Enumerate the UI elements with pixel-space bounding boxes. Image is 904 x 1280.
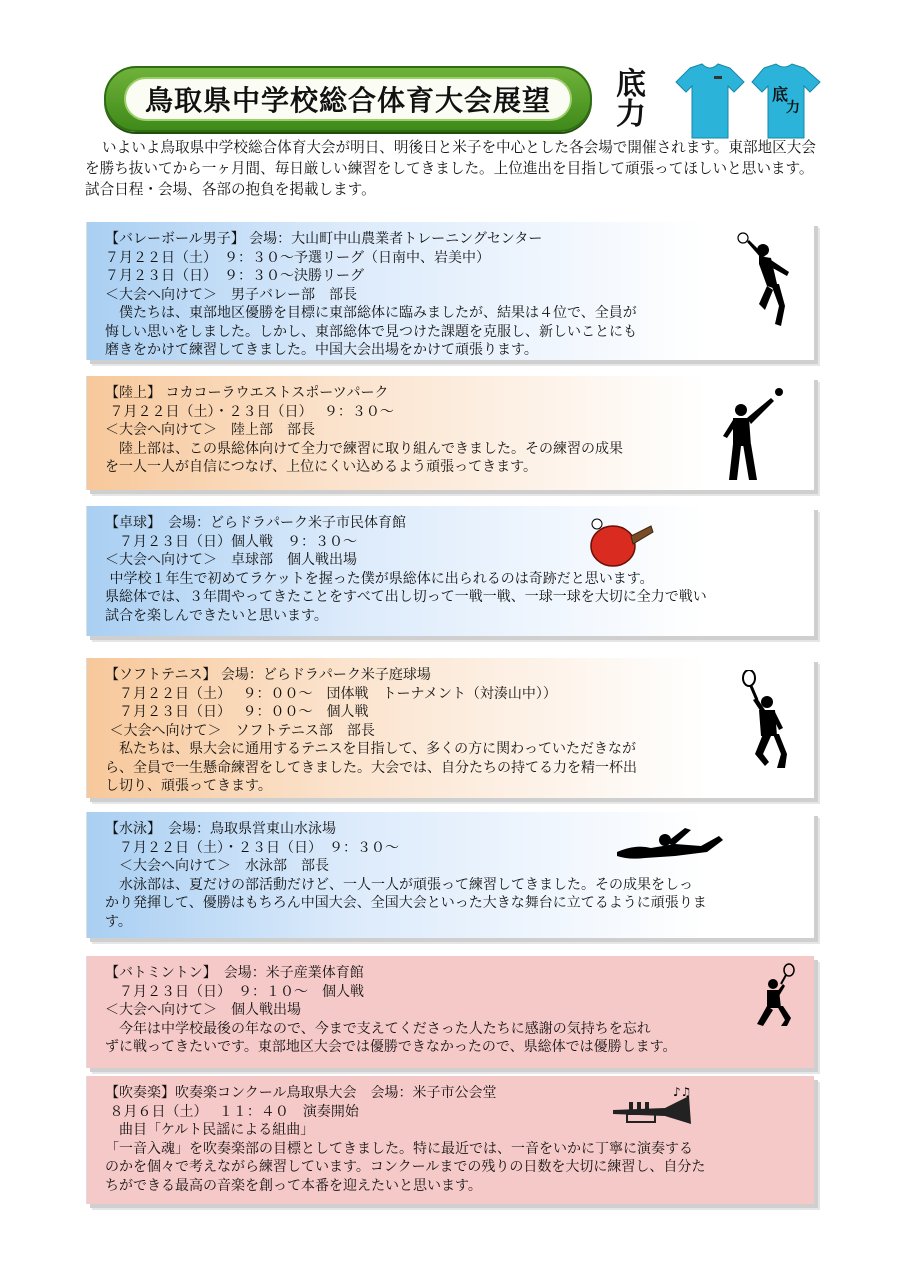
section-line: ＜大会へ向けて＞ 水泳部 部長: [105, 858, 329, 874]
ping-pong-paddle-icon: [583, 514, 655, 570]
section-line: ７月２２日（土）・２３日（日） ９：３０～: [105, 839, 399, 856]
section-table-tennis: [86, 506, 814, 636]
section-line: す。: [105, 913, 132, 930]
section-line: 今年は中学校最後の年なので、今まで支えてくださった人たちに感謝の気持ちを忘れ: [105, 1020, 651, 1037]
section-line: ７月２３日（日）個人戦 ９：３０～: [105, 533, 357, 550]
section-line: 悔しい思いをしました。しかし、東部総体で見つけた課題を克服し、新しいことにも: [105, 323, 637, 340]
title-banner: [104, 66, 592, 132]
section-line: ８月６日（土） １１：４０ 演奏開始: [105, 1103, 359, 1120]
tshirt-back-icon: [752, 64, 820, 138]
title-inner: [124, 77, 572, 121]
section-line: し切り、頑張ってきます。: [105, 778, 272, 794]
section-line: 【卓球】 会場：どらドラパーク米子市民体育館: [105, 515, 406, 531]
section-line: 陸上部は、この県総体向けて全力で練習に取り組んできました。その練習の成果: [105, 440, 623, 457]
team-tshirts-icon: [668, 62, 828, 142]
section-line: 試合を楽しんできたいと思います。: [105, 607, 328, 624]
section-line: 県総体では、３年間やってきたことをすべて出し切って一戦一戦、一球一球を大切に全力で戦い: [105, 589, 707, 605]
svg-text:力: 力: [786, 100, 800, 116]
tshirt-front-icon: [676, 64, 744, 138]
section-line: 中学校１年生で初めてラケットを握った僕が県総体に出られるのは奇跡だと思います。: [105, 570, 654, 587]
section-line: ７月２３日（日） ９：３０～決勝リーグ: [105, 268, 364, 284]
section-line: ＜大会へ向けて＞ 男子バレー部 部長: [105, 286, 357, 303]
section-line: 磨きをかけて練習してきました。中国大会出場をかけて頑張ります。: [105, 342, 538, 358]
section-line: 【吹奏楽】吹奏楽コンクール鳥取県大会 会場：米子市公会堂: [105, 1085, 497, 1101]
section-line: 僕たちは、東部地区優勝を目標に東部総体に臨みましたが、結果は４位で、全員が: [105, 305, 637, 321]
section-athletics: [86, 376, 814, 490]
trumpet-icon: [609, 1084, 701, 1132]
section-line: ずに戦ってきたいです。東部地区大会では優勝できなかったので、県総体では優勝します。: [105, 1039, 677, 1055]
logo-text: 底力: [616, 67, 646, 132]
section-volleyball-text: [105, 230, 785, 360]
badminton-player-icon: [751, 962, 799, 1030]
page-title: 鳥取県中学校総合体育大会展望: [144, 84, 551, 117]
intro-paragraph: いよいよ鳥取県中学校総合体育大会が明日、明後日と米子を中心とした各会場で開催されます。東部地区大会を勝ち抜いてから一ヶ月間、毎日厳しい練習をしてきました。上位進出を目指して頑張ってほしいと思います。試合日程・会場、各部の抱負を掲載します。: [85, 139, 816, 198]
section-brass-band: [86, 1076, 814, 1204]
section-line: 曲目「ケルト民謡による組曲」: [105, 1122, 315, 1138]
svg-text:底: 底: [772, 85, 789, 104]
swimmer-icon: [615, 822, 727, 862]
section-line: 【陸上】 コカコーラウエストスポーツパーク: [105, 385, 389, 401]
shot-put-athlete-icon: [719, 384, 789, 484]
sokojikara-logo: [606, 67, 656, 134]
section-line: かり発揮して、優勝はもちろん中国大会、全国大会といった大きな舞台に立てるように頑張りま: [105, 895, 707, 911]
tennis-player-icon: [735, 670, 795, 770]
section-line: 「一音入魂」を吹奏楽部の目標としてきました。特に最近では、一音をいかに丁寧に演奏する: [105, 1140, 693, 1157]
section-line: 【水泳】 会場：鳥取県営東山水泳場: [105, 821, 336, 837]
section-soft-tennis-text: [105, 666, 785, 796]
section-line: ７月２２日（土） ９：３０～予選リーグ（日南中、岩美中）: [105, 249, 490, 266]
volleyball-player-icon: [729, 228, 799, 328]
section-line: 水泳部は、夏だけの部活動だけど、一人一人が頑張って練習してきました。その成果をしっ: [105, 876, 693, 893]
section-table-tennis-text: [105, 514, 785, 625]
section-line: を一人一人が自信につなげ、上位にくい込めるよう頑張ってきます。: [105, 459, 538, 475]
section-line: ７月２２日（土）・２３日（日） ９：３０～: [105, 403, 394, 420]
section-line: ７月２２日（土） ９：００～ 団体戦 トーナメント（対湊山中））: [105, 685, 557, 702]
section-line: ＜大会へ向けて＞ 陸上部 部長: [105, 422, 315, 438]
section-athletics-text: [105, 384, 785, 477]
section-line: 【バトミントン】 会場：米子産業体育館: [105, 965, 364, 981]
section-line: 【バレーボール男子】 会場：大山町中山農業者トレーニングセンター: [105, 231, 543, 247]
svg-text:♪♫: ♪♫: [673, 1085, 692, 1099]
section-line: ら、全員で一生懸命練習をしてきました。大会では、自分たちの持てる力を精一杯出: [105, 759, 637, 776]
section-line: ちができる最高の音楽を創って本番を迎えたいと思います。: [105, 1177, 482, 1194]
section-volleyball: [86, 222, 814, 360]
section-line: ＜大会へ向けて＞ 卓球部 個人戦出場: [105, 552, 357, 568]
section-line: のかを個々で考えながら練習しています。コンクールまでの残りの日数を大切に練習し、自分た: [105, 1159, 706, 1175]
section-soft-tennis: [86, 658, 814, 798]
section-line: 【ソフトテニス】 会場：どらドラパーク米子庭球場: [105, 667, 431, 683]
section-line: 私たちは、県大会に通用するテニスを目指して、多くの方に関わっていただきなが: [105, 741, 637, 757]
section-line: ＜大会へ向けて＞ ソフトテニス部 部長: [105, 722, 375, 739]
section-badminton-text: [105, 964, 785, 1057]
section-line: ＜大会へ向けて＞ 個人戦出場: [105, 1002, 301, 1018]
section-line: ７月２３日（日） ９：１０～ 個人戦: [105, 983, 364, 1000]
section-swimming: [86, 812, 814, 938]
section-badminton: [86, 956, 814, 1068]
section-line: ７月２３日（日） ９：００～ 個人戦: [105, 704, 369, 720]
